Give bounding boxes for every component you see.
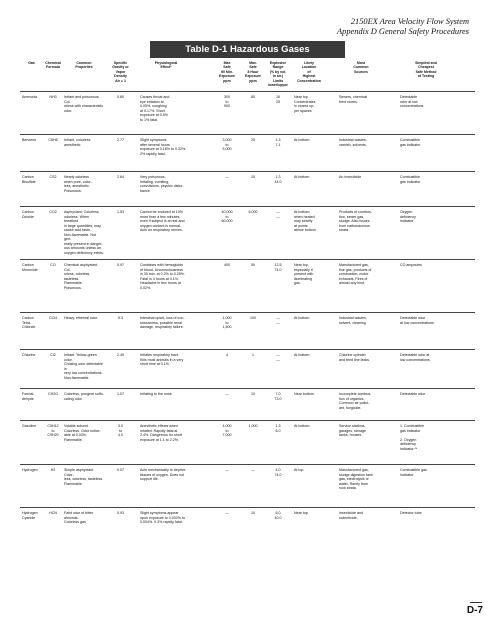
table-cell: Combines with hemoglobin of blood. Unconsciousness in 30 min. at 0.2% to 0.25%. Fatal in 4 hours at 0.1%. Headache in few hours at 0.02%.: [140, 263, 185, 290]
table-cell: Combustible gas indicator: [400, 138, 421, 147]
column-header: Gas: [28, 61, 35, 65]
table-cell: At bottom.: [294, 316, 311, 320]
table-cell: Insecticide and rodenticide.: [339, 511, 363, 520]
table-cell: 0.97: [117, 263, 124, 267]
table-cell: Irritates respiratory tract. Kills most animals in a very short time at 0.1%.: [140, 353, 184, 366]
table-cell: Formal- dehyde: [22, 392, 35, 401]
table-cell: —: [225, 175, 229, 179]
table-cell: Detectable odor: [400, 392, 426, 396]
table-cell: Sewers, chemical feed rooms.: [339, 95, 368, 104]
table-cell: Irritant, colorless anesthetic: [64, 138, 91, 147]
hazardous-gases-table: [20, 60, 475, 539]
table-row: [20, 420, 475, 464]
table-cell: Near top.: [294, 511, 309, 515]
table-cell: 100: [250, 316, 256, 320]
table-cell: HCN: [49, 511, 57, 515]
table-cell: Carbon Tetra- Chloride: [22, 316, 36, 329]
table-cell: Near top. Concentrates in closed up- per spaces: [294, 95, 316, 113]
table-cell: 5.3: [118, 316, 123, 320]
table-cell: Detectable odor at low concentrations: [400, 353, 430, 362]
table-cell: 0.60: [117, 95, 124, 99]
table-cell: 2.77: [117, 138, 124, 142]
table-cell: Manufactured gas, flue gas, products of combustion, motor exhausts. Fires of almost any kind.: [339, 263, 372, 285]
table-cell: Nearly odorless when pure, color- less, anesthetic. Poisonous.: [64, 175, 92, 193]
table-cell: 2.64: [117, 175, 124, 179]
table-cell: At bottom.: [294, 353, 311, 357]
table-cell: At bottom: [294, 175, 310, 179]
table-cell: H2: [50, 468, 56, 472]
table-cell: Irritant and poisonous. Col- orless with characteristic odor.: [64, 95, 104, 113]
table-cell: — —: [276, 210, 280, 219]
table-cell: Near top, especially if present with illuminating gas.: [294, 263, 314, 285]
table-cell: 10: [251, 392, 255, 396]
table-cell: Colorless, pungent suffo- cating odor.: [64, 392, 104, 401]
table-cell: 1.07: [117, 392, 124, 396]
table-cell: 7.0 73.0: [274, 392, 282, 401]
table-cell: Carbon Bisulfide: [22, 175, 36, 184]
column-header: Simplest and Cheapest Safe Method of Testing: [415, 61, 437, 79]
table-cell: Anesthetic effects when inhaled. Rapidly fatal at 2.4%. Dangerous for short exposure at 1.1 to 2.2%.: [140, 424, 182, 442]
table-cell: At bottom.: [294, 138, 311, 142]
table-row: [20, 171, 475, 206]
table-row: [20, 507, 475, 539]
table-cell: Chlorine cylinder and feed line leaks.: [339, 353, 370, 362]
footer-rule: [470, 602, 482, 603]
table-cell: Manufactured gas, sludge digestion tank gas, electrolysis of water. Rarely from rock strata.: [339, 468, 373, 490]
table-cell: Hydrogen Cyanide: [22, 511, 38, 520]
table-cell: 4: [226, 353, 228, 357]
table-cell: Service stations, garages, storage tanks, houses.: [339, 424, 366, 437]
table-cell: 2.49: [117, 353, 124, 357]
table-cell: CO ampoules: [400, 263, 422, 267]
table-cell: 1.3 6.0: [275, 424, 281, 433]
table-cell: Intestinal upset, loss of con- sciousness, possible renal damage, respiratory failure.: [140, 316, 185, 329]
table-cell: Near bottom.: [294, 392, 315, 396]
table-cell: Oxygen deficiency indicator: [400, 210, 416, 223]
table-cell: 4,000 to 7,000: [222, 424, 232, 437]
table-header-row: [20, 60, 475, 91]
table-cell: 16 25: [276, 95, 280, 104]
table-cell: 1. Combustible gas indicator 2. Oxygen deficiency indicator.**: [400, 424, 424, 451]
table-cell: At bottom.: [294, 424, 311, 428]
table-cell: Carbon Dioxide: [22, 210, 34, 219]
table-cell: Hydrogen: [22, 468, 38, 472]
table-cell: 1.3 44.0: [274, 175, 282, 184]
table-cell: 15: [251, 175, 255, 179]
table-cell: CCl4: [49, 316, 57, 320]
table-cell: Carbon Monoxide: [22, 263, 38, 272]
table-cell: CS2: [49, 175, 57, 179]
table-cell: At top.: [294, 468, 305, 472]
table-cell: CO2: [49, 210, 57, 214]
table-cell: Slight symptoms after several hours exposure at 0.16% to 0.32%. 2% rapidly fatal.: [140, 138, 187, 156]
column-header: Max Safe 60 Min. Exposure ppm: [219, 61, 235, 83]
table-row: [20, 312, 475, 349]
table-cell: 0.07: [117, 468, 124, 472]
table-cell: CO: [50, 263, 56, 267]
table-cell: Very poisonous, irritating, vomiting, convulsions, psychic distur- bance.: [140, 175, 184, 193]
table-cell: Irritant. Yellow-green color. Choking odor detectable in very low concentrations. Non-flammable.: [64, 353, 103, 380]
table-cell: Irritating to the nose.: [140, 392, 173, 396]
table-cell: NH3: [49, 95, 57, 99]
table-cell: Detectable odor at low concentrations: [400, 316, 434, 325]
table-cell: 4.0 74.0: [274, 468, 282, 477]
table-cell: 10: [251, 511, 255, 515]
table-cell: Asphyxiant, Colorless, odorless. When breathed in large quantities, may cause acid taste. Non-flammable. Not gen- erally present in danger- ous amounts unless an oxygen deficiency exists.: [64, 210, 104, 255]
table-cell: Detectable odor at low concentrations: [400, 95, 424, 108]
column-header: Explosive Range (% by vol. in air.) Limits lower/upper: [268, 61, 288, 88]
table-cell: C5H12 to C9H20: [47, 424, 59, 437]
table-cell: 3,000 to 5,000: [222, 138, 232, 151]
table-cell: Industrial wastes, solvent, cleaning: [339, 316, 367, 325]
table-cell: Products of combus- tion, sewer gas, sludge. Also issues from carbonaceous strata.: [339, 210, 372, 232]
table-cell: Ammonia: [22, 95, 38, 99]
table-row: [20, 349, 475, 388]
table-cell: At bottom; when heated may stratify at points above bottom: [294, 210, 316, 232]
table-cell: 1: [252, 353, 254, 357]
table-cell: Incomplete combus- tion of organics. Common air pollut- ant, fungicide.: [339, 392, 372, 410]
table-cell: 85: [251, 95, 255, 99]
table-cell: 1,000: [248, 424, 258, 428]
table-cell: Heavy, ethereal odor.: [64, 316, 98, 320]
table-cell: — —: [276, 316, 280, 325]
table-cell: Combustible gas indicator: [400, 468, 427, 477]
table-cell: — —: [276, 353, 280, 362]
table-title: Table D-1 Hazardous Gases: [150, 41, 345, 58]
table-cell: C6H6: [48, 138, 58, 142]
table-cell: Benzene: [22, 138, 37, 142]
table-cell: Cannot be endured at 10% more than a few minutes, even if subject is at rest and oxygen content is normal. Acts on respiratory nerves.: [140, 210, 185, 232]
table-row: [20, 464, 475, 507]
page-number: D-7: [466, 605, 483, 616]
running-header-section: Appendix D General Safety Procedures: [337, 27, 469, 36]
table-cell: CH2O: [48, 392, 58, 396]
table-cell: 6.0 40.0: [274, 511, 282, 520]
column-header: Specific Gravity or Vapor Density Air = 1: [112, 61, 129, 83]
column-header: Max. Safe 8 Hour Exposure ppm: [245, 61, 261, 83]
table-cell: —: [225, 468, 229, 472]
table-cell: Gasoline: [22, 424, 37, 428]
table-cell: 1.53: [117, 210, 124, 214]
table-cell: Acts mechanically to deprive tissues of oxygen. Does not support life.: [140, 468, 186, 481]
running-header-title: 2150EX Area Velocity Flow System: [350, 17, 469, 26]
table-cell: —: [251, 468, 255, 472]
table-cell: 50: [251, 263, 255, 267]
table-row: [20, 259, 475, 312]
table-cell: 1.3 7.1: [275, 138, 281, 147]
table-cell: —: [225, 392, 229, 396]
column-header: Chemical Formula: [45, 61, 61, 70]
table-cell: 5,000: [248, 210, 258, 214]
table-cell: 12.5 74.0: [274, 263, 282, 272]
column-header: Most Common Sources: [353, 61, 369, 74]
table-cell: Causes throat and eye irritation at 0.05%, coughing at 0.17%. Short exposure at 0.5% to 1% fatal.: [140, 95, 170, 122]
table-cell: Faint odor of bitter almonds. Colorless gas: [64, 511, 94, 524]
table-row: [20, 134, 475, 171]
table-cell: Cl2: [50, 353, 56, 357]
table-cell: Industrial wastes, varnish, solvents.: [339, 138, 367, 147]
table-cell: 400: [224, 263, 230, 267]
table-cell: 1,000 to 1,500: [222, 316, 232, 329]
table-cell: Detector tube: [400, 511, 422, 515]
column-header: Physiological Effect*: [154, 61, 178, 70]
table-cell: —: [225, 511, 229, 515]
table-row: [20, 388, 475, 420]
table-cell: 25: [251, 138, 255, 142]
table-cell: 3.0 to 4.0: [118, 424, 123, 437]
column-header: Likely Location of Highest Concentration: [297, 61, 321, 83]
column-header: Common Properties: [75, 61, 93, 70]
table-cell: Simple asphyxiant. Color- less, odorless, tasteless. Flammable: [64, 468, 104, 486]
table-cell: Chemical asphyxiant. Col- orless, odorless, tasteless. Flammable. Poisonous.: [64, 263, 99, 290]
table-row: [20, 91, 475, 134]
table-cell: Volatile solvent. Colorless. Odor notice- able at 0.03%. Flammable.: [64, 424, 101, 442]
table-cell: 0.93: [117, 511, 124, 515]
table-cell: Slight symptoms appear upon exposure to 0.002% to 0.004%. 0.3% rapidly fatal.: [140, 511, 185, 524]
table-cell: 40,000 to 60,000: [221, 210, 233, 223]
table-cell: An insecticide: [339, 175, 362, 179]
table-cell: Combustible gas indicator: [400, 175, 421, 184]
table-cell: Chlorine: [22, 353, 36, 357]
table-row: [20, 206, 475, 259]
table-cell: 300 to 500: [224, 95, 230, 108]
